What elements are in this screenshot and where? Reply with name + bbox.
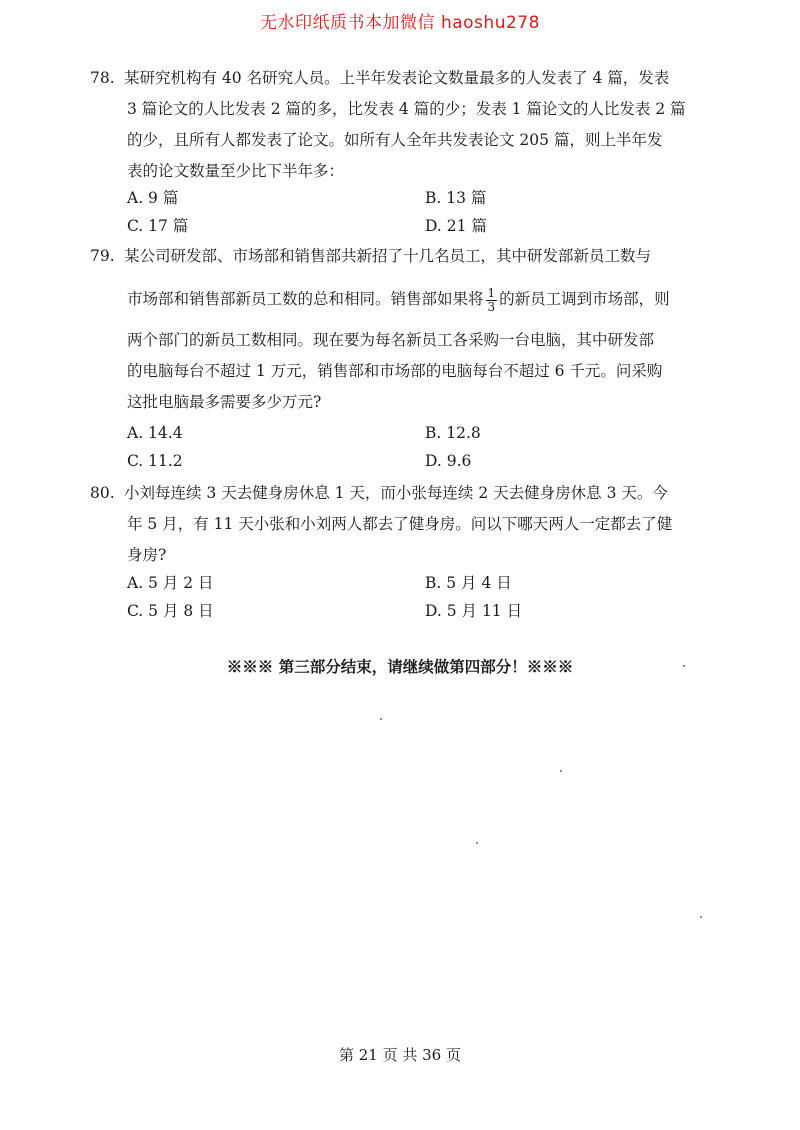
option-b: B. 5 月 4 日 — [425, 574, 512, 592]
option-b: B. 12.8 — [425, 424, 481, 442]
option-c: C. 5 月 8 日 — [127, 602, 214, 620]
question-78-options — [127, 186, 727, 242]
option-d: D. 5 月 11 日 — [425, 602, 523, 620]
scan-speck — [560, 770, 562, 772]
question-79-line-2: 市场部和销售部新员工数的总和相同。销售部如果将 $\frac{1}{3}$ 的新员工调到市场部，则 — [127, 285, 670, 314]
question-78 — [90, 63, 722, 187]
question-80-line-3: 身房? — [127, 546, 167, 564]
option-a: A. 14.4 — [127, 424, 183, 442]
option-a: A. 5 月 2 日 — [127, 574, 214, 592]
option-d: D. 9.6 — [425, 452, 472, 470]
section-end-note: ※※※ 第三部分结束，请继续做第四部分！※※※ — [226, 657, 574, 676]
question-number: 78. — [90, 69, 115, 87]
scan-speck — [380, 718, 382, 720]
question-79-line-5: 这批电脑最多需要多少万元? — [127, 393, 322, 411]
question-79-line-4: 的电脑每台不超过 1 万元，销售部和市场部的电脑每台不超过 6 千元。问采购 — [127, 362, 663, 380]
question-80 — [90, 478, 722, 571]
question-80-options — [127, 571, 727, 627]
question-79-line-1: 79. 某公司研发部、市场部和销售部共新招了十几名员工，其中研发部新员工数与 — [90, 241, 722, 272]
option-c: C. 11.2 — [127, 452, 183, 470]
question-79-line-3: 两个部门的新员工数相同。现在要为每名新员工各采购一台电脑，其中研发部 — [127, 331, 655, 349]
question-78-line-3: 的少，且所有人都发表了论文。如所有人全年共发表论文 205 篇，则上半年发 — [127, 131, 663, 149]
question-78-line-2: 3 篇论文的人比发表 2 篇的多，比发表 4 篇的少；发表 1 篇论文的人比发表 2 篇 — [127, 100, 686, 118]
option-b: B. 13 篇 — [425, 189, 487, 207]
page-footer: 第 21 页 共 36 页 — [338, 1046, 461, 1064]
option-d: D. 21 篇 — [425, 217, 487, 235]
scan-speck — [476, 842, 478, 844]
question-79-options — [127, 424, 727, 480]
question-80-line-2: 年 5 月，有 11 天小张和小刘两人都去了健身房。问以下哪天两人一定都去了健 — [127, 515, 673, 533]
scan-speck — [700, 916, 702, 918]
question-number: 79. — [90, 247, 115, 265]
scan-speck — [683, 665, 685, 667]
watermark-text: 无水印纸质书本加微信 haoshu278 — [260, 13, 540, 33]
fraction: $\frac{1}{3}$ — [487, 285, 496, 314]
question-78-line-1: 78. 某研究机构有 40 名研究人员。上半年发表论文数量最多的人发表了 4 篇，发表 — [90, 63, 722, 94]
question-80-line-1: 80. 小刘每连续 3 天去健身房休息 1 天，而小张每连续 2 天去健身房休息 3 天。今 — [90, 478, 722, 509]
option-c: C. 17 篇 — [127, 217, 189, 235]
question-78-line-4: 表的论文数量至少比下半年多： — [127, 162, 345, 180]
question-79 — [90, 241, 722, 418]
question-number: 80. — [90, 484, 115, 502]
option-a: A. 9 篇 — [127, 189, 179, 207]
